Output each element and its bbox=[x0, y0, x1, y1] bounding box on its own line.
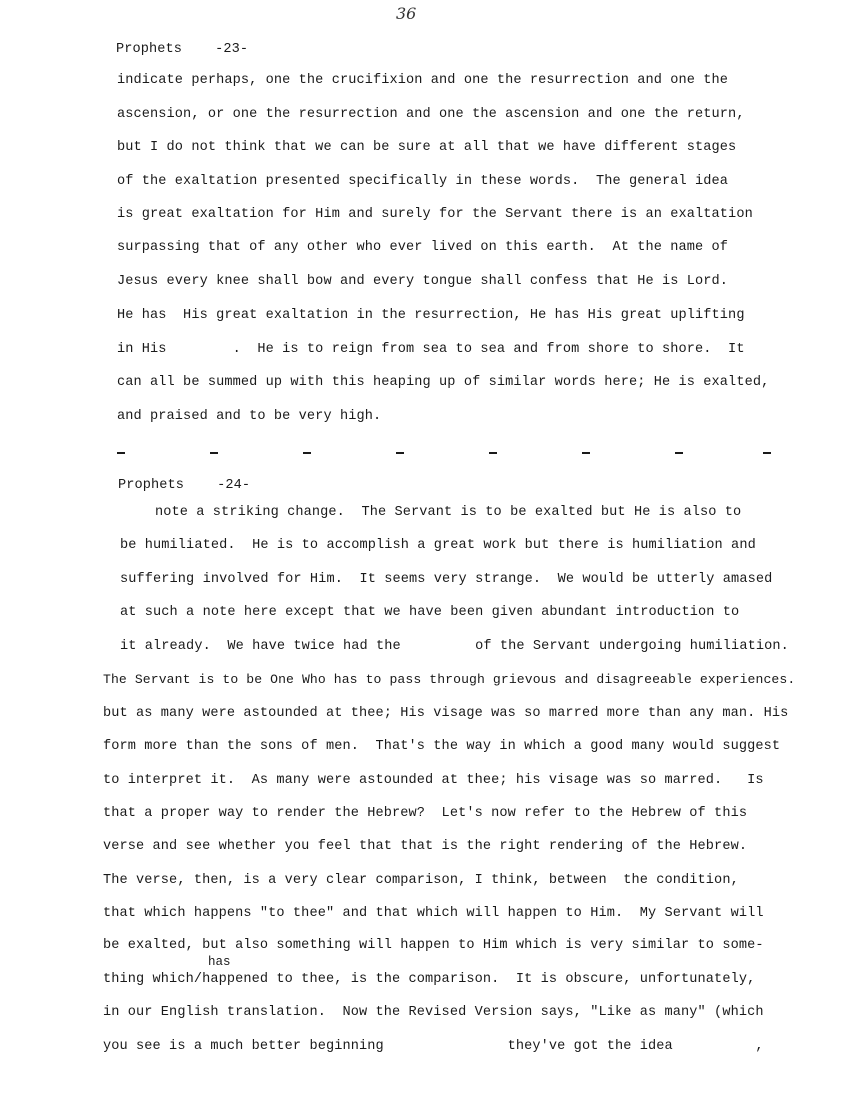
text-line: be exalted, but also something will happen to Him which is very similar to some- bbox=[103, 938, 764, 953]
text-line: at such a note here except that we have been given abundant introduction to bbox=[120, 605, 740, 620]
text-line: and praised and to be very high. bbox=[117, 409, 382, 424]
separator-dash bbox=[210, 452, 218, 454]
text-line: suffering involved for Him. It seems very strange. We would be utterly amased bbox=[120, 572, 773, 587]
text-line: form more than the sons of men. That's the way in which a good many would suggest bbox=[103, 739, 781, 754]
text-line: you see is a much better beginning they've got the idea , bbox=[103, 1039, 764, 1054]
text-line: thing which/happened to thee, is the comparison. It is obscure, unfortunately, bbox=[103, 972, 756, 987]
separator-dash bbox=[582, 452, 590, 454]
text-line: of the exaltation presented specifically in these words. The general idea bbox=[117, 174, 729, 189]
text-line: be humiliated. He is to accomplish a great work but there is humiliation and bbox=[120, 538, 756, 553]
text-line: note a striking change. The Servant is to be exalted but He is also to bbox=[155, 505, 742, 520]
text-line: to interpret it. As many were astounded at thee; his visage was so marred. Is bbox=[103, 773, 764, 788]
text-line: but I do not think that we can be sure at all that we have different stages bbox=[117, 140, 737, 155]
text-line: surpassing that of any other who ever lived on this earth. At the name of bbox=[117, 240, 729, 255]
text-line: in His . He is to reign from sea to sea and from shore to shore. It bbox=[117, 342, 745, 357]
text-line: Jesus every knee shall bow and every tongue shall confess that He is Lord. bbox=[117, 274, 729, 289]
separator-dash bbox=[117, 452, 125, 454]
separator-dash bbox=[303, 452, 311, 454]
separator-dash bbox=[489, 452, 497, 454]
text-line: The Servant is to be One Who has to pass through grievous and disagreeable experiences. bbox=[103, 672, 796, 687]
text-line: it already. We have twice had the of the Servant undergoing humiliation. bbox=[120, 639, 789, 654]
text-line: in our English translation. Now the Revised Version says, "Like as many" (which bbox=[103, 1005, 764, 1020]
text-line: that a proper way to render the Hebrew? Let's now refer to the Hebrew of this bbox=[103, 806, 748, 821]
text-line: but as many were astounded at thee; His visage was so marred more than any man. His bbox=[103, 706, 789, 721]
text-line: indicate perhaps, one the crucifixion and one the resurrection and one the bbox=[117, 73, 729, 88]
separator-dash bbox=[763, 452, 771, 454]
section-heading-23: Prophets -23- bbox=[116, 42, 249, 57]
text-line: He has His great exaltation in the resurrection, He has His great uplifting bbox=[117, 308, 745, 323]
text-line: can all be summed up with this heaping up of similar words here; He is exalted, bbox=[117, 375, 770, 390]
separator-dash bbox=[396, 452, 404, 454]
section-heading-24: Prophets -24- bbox=[118, 478, 251, 493]
separator-dash bbox=[675, 452, 683, 454]
text-line: The verse, then, is a very clear comparison, I think, between the condition, bbox=[103, 873, 739, 888]
text-line: that which happens "to thee" and that which will happen to Him. My Servant will bbox=[103, 906, 764, 921]
text-line: ascension, or one the resurrection and one the ascension and one the return, bbox=[117, 107, 745, 122]
text-line: is great exaltation for Him and surely for the Servant there is an exaltation bbox=[117, 207, 753, 222]
text-line: verse and see whether you feel that that is the right rendering of the Hebrew. bbox=[103, 839, 748, 854]
handwritten-insertion: has bbox=[208, 955, 231, 969]
page-number: 36 bbox=[396, 4, 417, 23]
